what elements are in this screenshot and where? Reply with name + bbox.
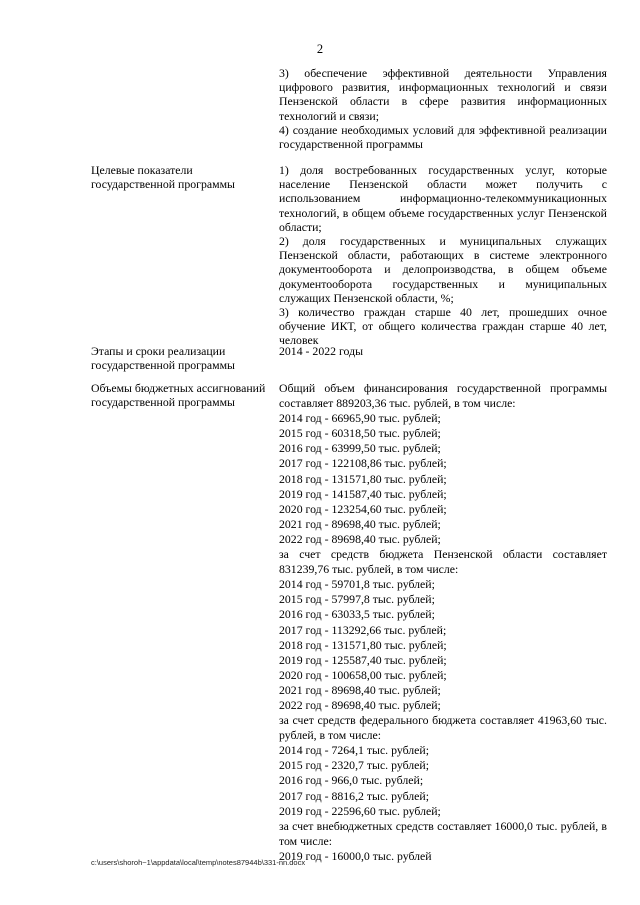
budget-year: 2014 год - 66965,90 тыс. рублей;	[279, 411, 441, 426]
budget-regional: за счет средств бюджета Пензенской области составляет 831239,76 тыс. рублей, в том числе:	[279, 547, 607, 577]
federal-year: 2019 год - 22596,60 тыс. рублей;	[279, 803, 441, 818]
regional-year: 2014 год - 59701,8 тыс. рублей;	[279, 577, 435, 592]
federal-year: 2017 год - 8816,2 тыс. рублей;	[279, 788, 429, 803]
budget-year: 2020 год - 123254,60 тыс. рублей;	[279, 501, 447, 516]
regional-year: 2019 год - 125587,40 тыс. рублей;	[279, 652, 447, 667]
budget-year: 2017 год - 122108,86 тыс. рублей;	[279, 456, 447, 471]
federal-year: 2015 год - 2320,7 тыс. рублей;	[279, 758, 429, 773]
target-item: 3) количество граждан старше 40 лет, прошедших очное обучение ИКТ, от общего количества граждан старше 40 лет, человек	[279, 305, 607, 348]
footer-file-path: c:\users\shoroh~1\appdata\local\temp\notes87944b\331-nn.docx	[91, 858, 306, 867]
task-item: 4) создание необходимых условий для эффективной реализации государственной программы	[279, 122, 607, 152]
budget-total: Общий объем финансирования государственной программы составляет 889203,36 тыс. рублей, в том числе:	[279, 381, 607, 411]
stages-value: 2014 - 2022 годы	[279, 344, 363, 358]
target-item: 1) доля востребованных государственных услуг, которые население Пензенской области может получить с использованием информационно-телекоммуникационных технологий, в общем объеме государственных услуг Пензенской области;	[279, 163, 607, 234]
budget-extra: за счет внебюджетных средств составляет 16000,0 тыс. рублей, в том числе:	[279, 818, 607, 848]
budget-details	[279, 381, 607, 864]
stages-label: Этапы и сроки реализации государственной программы	[91, 344, 235, 373]
regional-year: 2021 год - 89698,40 тыс. рублей;	[279, 682, 441, 697]
budget-year: 2021 год - 89698,40 тыс. рублей;	[279, 516, 441, 531]
federal-year: 2016 год - 966,0 тыс. рублей;	[279, 773, 424, 788]
budget-year: 2019 год - 141587,40 тыс. рублей;	[279, 486, 447, 501]
budget-label: Объемы бюджетных ассигнований государственной программы	[91, 381, 266, 410]
regional-year: 2022 год - 89698,40 тыс. рублей;	[279, 697, 441, 712]
extra-year: 2019 год - 16000,0 тыс. рублей	[279, 848, 432, 863]
page-number: 2	[316, 42, 324, 56]
target-item: 2) доля государственных и муниципальных служащих Пензенской области, работающих в системе электронного документооборота и делопроизводства, в общем объеме документооборота государственных и муниципальных служащих Пензенской области, %;	[279, 234, 607, 305]
regional-year: 2016 год - 63033,5 тыс. рублей;	[279, 607, 435, 622]
budget-year: 2018 год - 131571,80 тыс. рублей;	[279, 471, 447, 486]
targets-label: Целевые показатели государственной программы	[91, 163, 235, 192]
regional-year: 2020 год - 100658,00 тыс. рублей;	[279, 667, 447, 682]
targets-list	[279, 163, 607, 348]
tasks-list	[279, 66, 607, 151]
regional-year: 2017 год - 113292,66 тыс. рублей;	[279, 622, 447, 637]
budget-federal: за счет средств федерального бюджета составляет 41963,60 тыс. рублей, в том числе:	[279, 713, 607, 743]
budget-year: 2016 год - 63999,50 тыс. рублей;	[279, 441, 441, 456]
regional-year: 2018 год - 131571,80 тыс. рублей;	[279, 637, 447, 652]
regional-year: 2015 год - 57997,8 тыс. рублей;	[279, 592, 435, 607]
budget-year: 2022 год - 89698,40 тыс. рублей;	[279, 531, 441, 546]
budget-year: 2015 год - 60318,50 тыс. рублей;	[279, 426, 441, 441]
task-item: 3) обеспечение эффективной деятельности Управления цифрового развития, информационных технологий и связи Пензенской области в сфере развития информационных технологий и связи;	[279, 66, 607, 123]
federal-year: 2014 год - 7264,1 тыс. рублей;	[279, 743, 429, 758]
